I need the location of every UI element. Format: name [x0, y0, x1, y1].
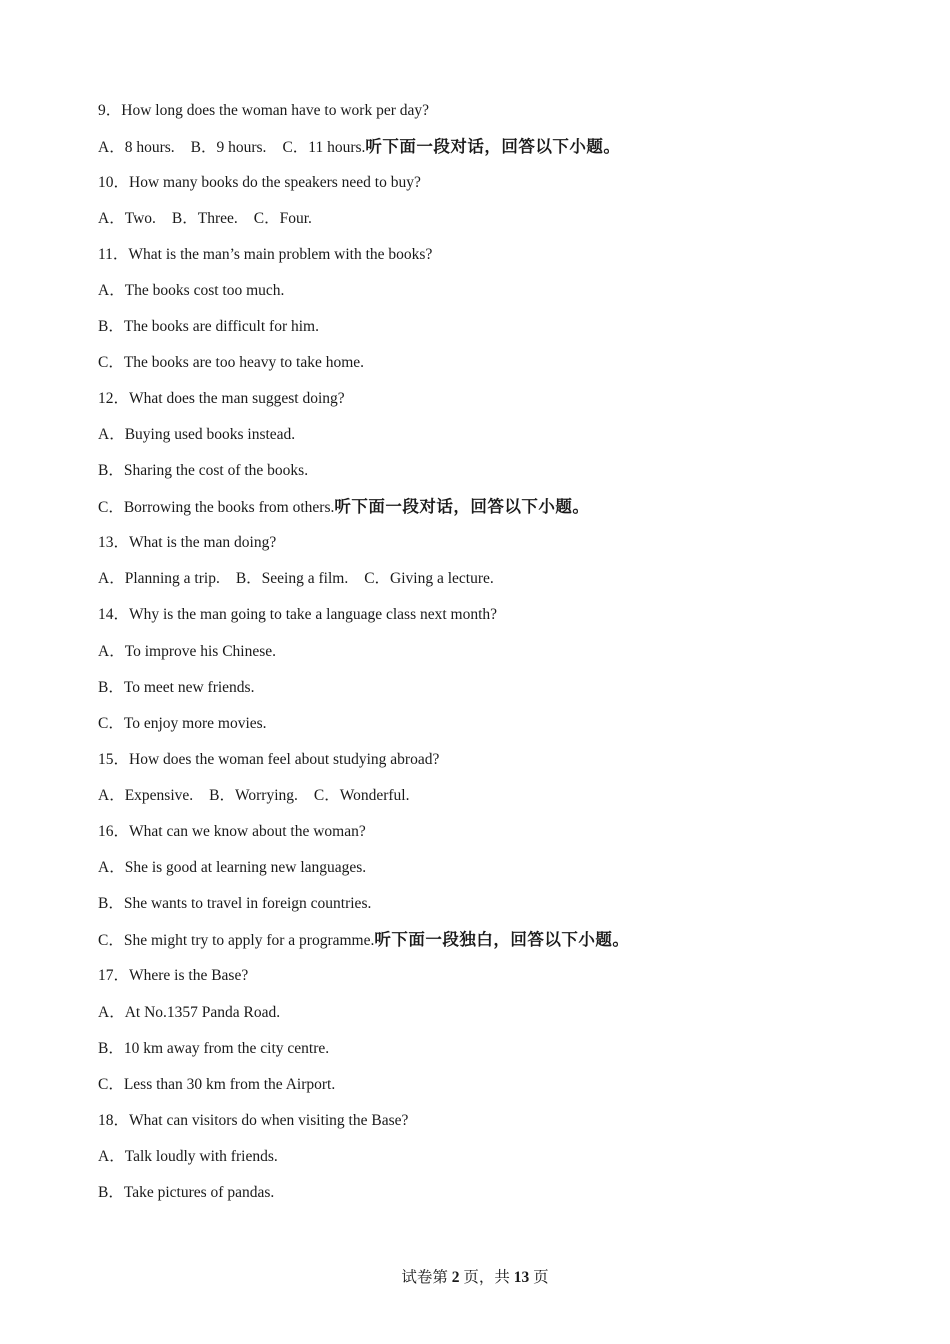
option-c: C．To enjoy more movies.: [98, 715, 267, 732]
page-footer: 试卷第 2 页，共 13 页: [401, 1269, 549, 1286]
option-a: A．Buying used books instead.: [98, 426, 296, 443]
question-15-options: [98, 786, 410, 806]
option-a: A．Planning a trip.: [98, 570, 220, 587]
option-c: C．Less than 30 km from the Airport.: [98, 1076, 336, 1093]
option-b: B．She wants to travel in foreign countries.: [98, 895, 372, 912]
question-11: 11．What is the man’s main problem with the books?: [98, 246, 433, 263]
option-a: A．The books cost too much.: [98, 282, 285, 299]
option-b: B．Worrying.: [209, 787, 298, 804]
question-16: 16．What can we know about the woman?: [98, 823, 366, 840]
option-b: B．Three.: [171, 210, 238, 227]
option-c: C．Borrowing the books from others.听下面一段对话，回答以下小题。: [98, 497, 590, 516]
option-a: A．At No.1357 Panda Road.: [98, 1004, 281, 1021]
total-pages: 13: [513, 1269, 530, 1286]
question-14: 14．Why is the man going to take a language class next month?: [98, 606, 498, 623]
option-b: B．The books are difficult for him.: [98, 318, 319, 335]
page-number: 2: [451, 1269, 460, 1286]
option-a: A．Talk loudly with friends.: [98, 1148, 278, 1165]
question-13: 13．What is the man doing?: [98, 534, 277, 551]
section-instruction: 听下面一段对话，回答以下小题。: [334, 497, 590, 516]
option-c: C．She might try to apply for a programme.听下面一段独白，回答以下小题。: [98, 930, 630, 949]
option-a: A．She is good at learning new languages.: [98, 859, 367, 876]
question-10-options: [98, 209, 312, 229]
option-a: A．Two.: [98, 210, 156, 227]
option-b: B．Take pictures of pandas.: [98, 1184, 275, 1201]
section-instruction: 听下面一段对话，回答以下小题。: [365, 137, 621, 156]
question-9: 9．How long does the woman have to work per day?: [98, 102, 430, 119]
option-c: C．The books are too heavy to take home.: [98, 354, 365, 371]
question-17: 17．Where is the Base?: [98, 967, 249, 984]
option-c: C．Four.: [253, 210, 312, 227]
option-b: B．Sharing the cost of the books.: [98, 462, 309, 479]
section-instruction: 听下面一段独白，回答以下小题。: [374, 930, 630, 949]
option-a: A．To improve his Chinese.: [98, 643, 277, 660]
option-a: A．Expensive.: [98, 787, 194, 804]
option-b: B．Seeing a film.: [235, 570, 349, 587]
question-18: 18．What can visitors do when visiting the Base?: [98, 1112, 409, 1129]
option-c: C．11 hours.: [282, 139, 366, 156]
option-c: C．Wonderful.: [313, 787, 410, 804]
option-b: B．9 hours.: [190, 139, 267, 156]
question-10: 10．How many books do the speakers need to buy?: [98, 174, 421, 191]
question-12: 12．What does the man suggest doing?: [98, 390, 345, 407]
question-9-options: [98, 137, 620, 158]
question-15: 15．How does the woman feel about studying abroad?: [98, 751, 440, 768]
option-c: C．Giving a lecture.: [364, 570, 494, 587]
option-a: A．8 hours.: [98, 139, 175, 156]
option-b: B．To meet new friends.: [98, 679, 255, 696]
question-13-options: [98, 569, 494, 589]
option-b: B．10 km away from the city centre.: [98, 1040, 330, 1057]
